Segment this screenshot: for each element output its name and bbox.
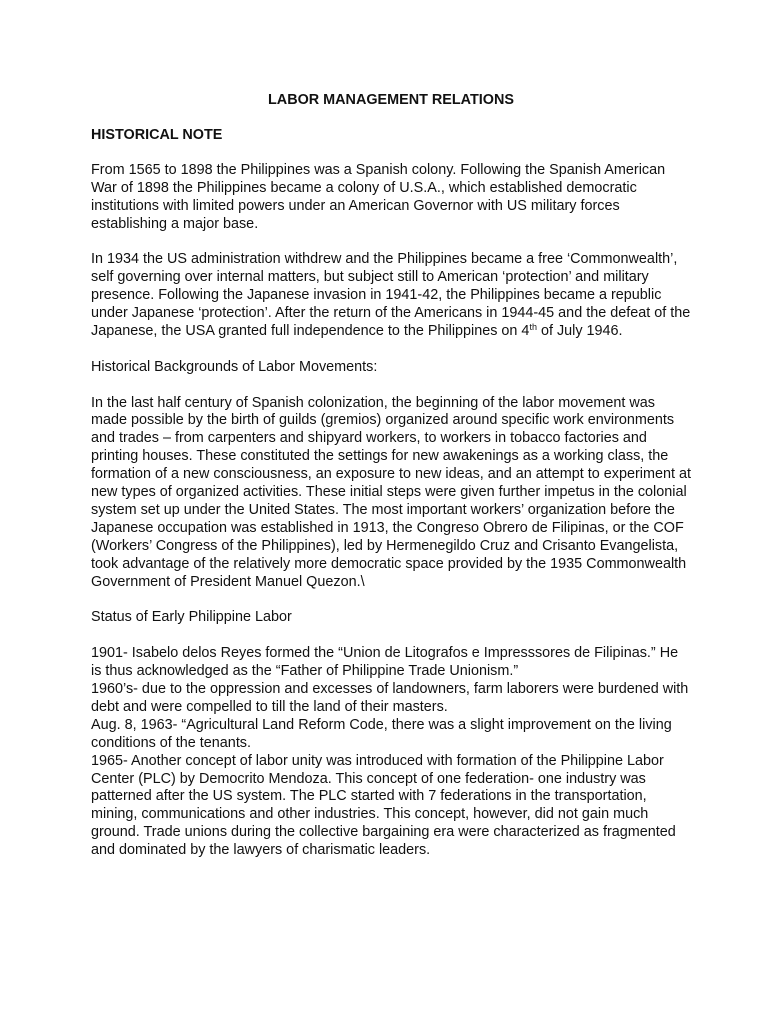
section-heading: HISTORICAL NOTE	[91, 126, 223, 143]
paragraph-commonwealth-end: of July 1946.	[536, 322, 623, 339]
document-page	[91, 92, 691, 860]
timeline-entry-1963: Aug. 8, 1963- “Agricultural Land Reform Code, there was a slight improvement on the living conditions of the tenants.	[91, 716, 672, 751]
ordinal-suffix: th	[529, 321, 537, 332]
timeline-entry-1901: 1901- Isabelo delos Reyes formed the “Union de Litografos e Impresssores de Filipinas.” He is thus acknowledged as the “Father of Philippine Trade Unionism.”	[91, 645, 679, 680]
document-title: LABOR MANAGEMENT RELATIONS	[268, 92, 514, 108]
timeline-entries	[91, 645, 691, 860]
subheading-early-labor: Status of Early Philippine Labor	[91, 609, 292, 626]
timeline-entry-1965: 1965- Another concept of labor unity was introduced with formation of the Philippine Labor Center (PLC) by Democrito Mendoza. This concept of one federation- one industry was patterned after the US system. The PLC started with 7 federations in the transportation, mining, communications and other industries. This concept, however, did not gain much ground. Trade unions during the collective bargaining era were characterized as fragmented and dominated by the lawyers of charismatic leaders.	[91, 752, 676, 859]
timeline-entry-1960s: 1960’s- due to the oppression and excesses of landowners, farm laborers were burdened with debt and were compelled to till the land of their masters.	[91, 681, 689, 715]
paragraph-labor-movement: In the last half century of Spanish colonization, the beginning of the labor movement was made possible by the birth of guilds (gremios) organized around specific work environments and trades – from carpenters and shipyard workers, to workers in tobacco factories and printing houses. These constituted the settings for new awakenings as a working class, the formation of a new consciousness, an exposure to new ideas, and an attempt to experiment at new types of organized activities. These initial steps were given further impetus in the colonial system set up under the United States. The most important workers’ organization before the Japanese occupation was established in 1913, the Congreso Obrero de Filipinas, or the COF (Workers’ Congress of the Philippines), led by Hermenegildo Cruz and Crisanto Evangelista, took advantage of the relatively more democratic space provided by the 1935 Commonwealth Government of President Manuel Quezon.\	[91, 394, 691, 590]
paragraph-spanish-colony: From 1565 to 1898 the Philippines was a Spanish colony. Following the Spanish American War of 1898 the Philippines became a colony of U.S.A., which established democratic institutions with limited powers under an American Governor with US military forces establishing a major base.	[91, 161, 666, 232]
paragraph-commonwealth	[91, 251, 691, 341]
paragraph-commonwealth-text: In 1934 the US administration withdrew and the Philippines became a free ‘Commonwealth’, self governing over internal matters, but subject still to American ‘protection’ and military presence. Following the Japanese invasion in 1941-42, the Philippines became a republic under Japanese ‘protection’. After the return of the Americans in 1944-45 and the defeat of the Japanese, the USA granted full independence to the Philippines on 4	[91, 251, 691, 339]
subheading-labor-movements: Historical Backgrounds of Labor Movements:	[91, 358, 378, 375]
